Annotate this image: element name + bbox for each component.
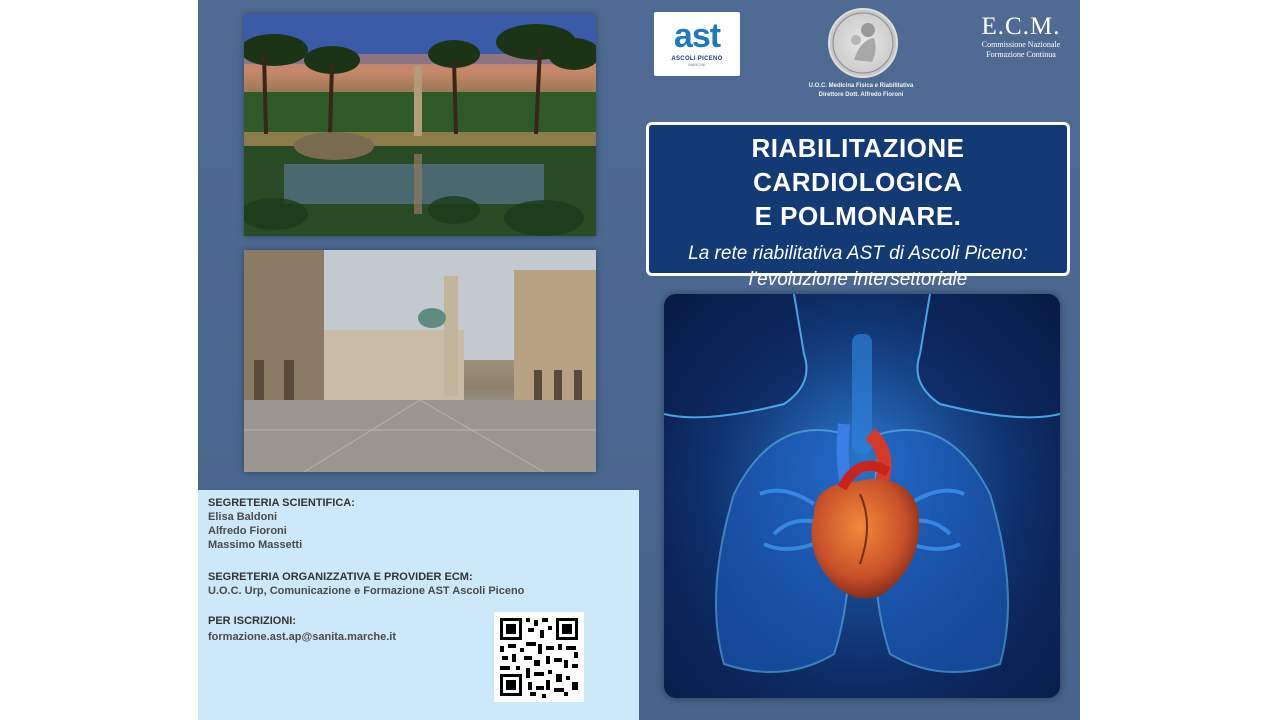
- organizing-heading: SEGRETERIA ORGANIZZATIVA E PROVIDER ECM:: [208, 571, 473, 583]
- garden-photo: [244, 14, 596, 236]
- registration-email[interactable]: formazione.ast.ap@sanita.marche.it: [208, 631, 397, 643]
- heart-lungs-svg: [664, 294, 1060, 698]
- title-line2: E POLMONARE.: [754, 201, 962, 231]
- brochure-page: [198, 0, 1080, 720]
- piazza-illustration: [244, 250, 596, 472]
- piazza-photo: [244, 250, 596, 472]
- scientific-name-2: Alfredo Fioroni: [208, 525, 287, 537]
- registration: [208, 614, 396, 644]
- scientific-secretariat: [208, 496, 355, 552]
- heart-lungs-illustration: [664, 294, 1060, 698]
- organizing-secretariat: [208, 570, 524, 598]
- uoc-caption: [778, 82, 944, 100]
- ecm-line1: Commissione Nazionale: [981, 40, 1061, 49]
- ecm-logo: [974, 14, 1068, 60]
- subtitle-line2: l’evoluzione intersettoriale: [748, 269, 968, 290]
- info-panel: [198, 490, 639, 720]
- title-box: [646, 122, 1070, 290]
- ast-logo-line1: ASCOLI PICENO: [671, 56, 723, 62]
- scientific-heading: SEGRETERIA SCIENTIFICA:: [208, 497, 355, 509]
- ecm-title: E.C.M.: [981, 13, 1061, 40]
- qr-code[interactable]: [494, 612, 584, 702]
- uoc-emblem: [828, 8, 898, 78]
- scientific-name-3: Massimo Massetti: [208, 539, 303, 551]
- registration-heading: PER ISCRIZIONI:: [208, 615, 297, 627]
- ast-logo: [654, 12, 740, 76]
- subtitle-line1: La rete riabilitativa AST di Ascoli Piceno:: [688, 243, 1028, 264]
- ast-logo-line2: MARCHE: [688, 62, 706, 67]
- qr-code-pattern: [494, 612, 584, 702]
- title-line1: RIABILITAZIONE CARDIOLOGICA: [751, 133, 965, 197]
- ast-logo-mark: ast: [673, 17, 721, 55]
- uoc-emblem-figure: [830, 10, 896, 76]
- uoc-line1: U.O.C. Medicina Fisica e Riabilitativa: [808, 83, 914, 89]
- scientific-name-1: Elisa Baldoni: [208, 511, 278, 523]
- organizing-text: U.O.C. Urp, Comunicazione e Formazione AST Ascoli Piceno: [208, 585, 525, 597]
- garden-illustration: [244, 14, 596, 236]
- ecm-line2: Formazione Continua: [986, 50, 1056, 59]
- uoc-line2: Direttore Dott. Alfredo Fioroni: [818, 92, 904, 98]
